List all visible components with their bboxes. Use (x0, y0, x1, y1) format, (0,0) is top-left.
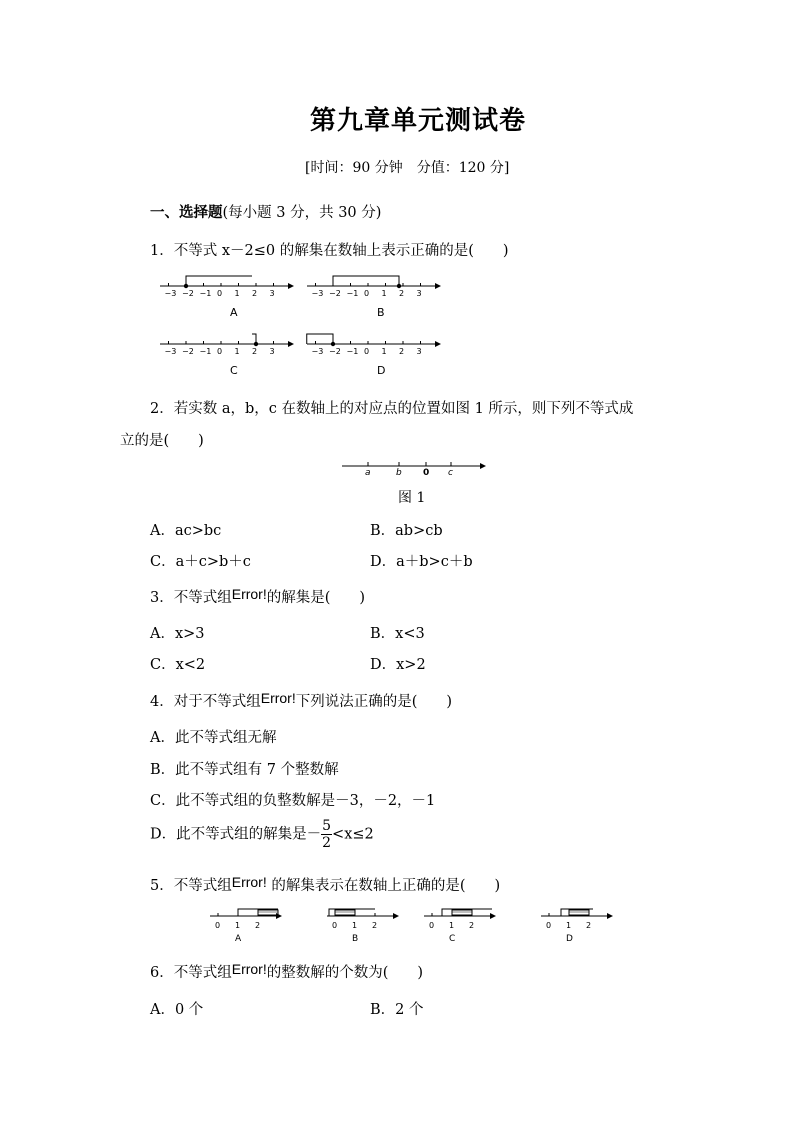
tick-label: −2 (182, 347, 194, 356)
page-title: 第九章单元测试卷 (310, 106, 527, 136)
tick-label: −2 (182, 289, 194, 298)
axis-arrow (276, 913, 282, 919)
question-4 (150, 690, 452, 711)
q5-suffix: 的解集表示在数轴上正确的是( ) (266, 878, 501, 894)
q3-option-b: B．x<3 (370, 626, 425, 642)
solution-bracket (307, 334, 333, 344)
tick-label: 0 (429, 921, 435, 930)
tick-label: 2 (252, 347, 258, 356)
q3-prefix: 3．不等式组 (150, 590, 232, 606)
axis-arrow (393, 913, 399, 919)
fig-label-b: b (396, 468, 402, 478)
tick-label: 1 (235, 921, 241, 930)
overlap-region (452, 910, 472, 915)
question-5 (150, 874, 500, 895)
fig-label-a: a (365, 468, 371, 478)
panel-label-b: B (352, 934, 359, 944)
q4-d-suffix: <x≤2 (332, 826, 374, 843)
overlap-region (569, 910, 589, 915)
tick-label: −1 (346, 347, 359, 356)
q4-d-denominator: 2 (322, 835, 332, 851)
q2-option-c: C．a＋c>b＋c (150, 554, 251, 570)
exam-info: [时间：90 分钟 分值：120 分] (305, 160, 510, 176)
q4-option-d (150, 818, 374, 851)
panel-label-d: D (566, 934, 573, 944)
tick-label: 1 (234, 347, 240, 356)
fig-label-c: c (448, 468, 453, 478)
tick-label: −3 (164, 347, 177, 356)
tick-label: 3 (269, 347, 275, 356)
q4-d-prefix: D．此不等式组的解集是－ (150, 826, 322, 843)
endpoint-dot (184, 284, 188, 288)
axis-arrow (288, 341, 294, 347)
panel-label-a: A (235, 934, 242, 944)
q3-error: Error! (231, 586, 267, 602)
tick-label: 0 (217, 347, 223, 356)
axis-arrow (435, 283, 441, 289)
tick-label: −1 (346, 289, 359, 298)
figure-1-caption: 图 1 (398, 490, 426, 506)
axis-arrow (607, 913, 613, 919)
tick-label: 1 (352, 921, 358, 930)
tick-label: 1 (449, 921, 455, 930)
question-3 (150, 586, 365, 607)
q3-option-c: C．x<2 (150, 657, 206, 673)
tick-label: 0 (364, 289, 370, 298)
tick-label: 3 (416, 347, 422, 356)
panel-label-d: D (377, 364, 386, 377)
tick-label: 2 (586, 921, 592, 930)
tick-label: 0 (332, 921, 338, 930)
panel-label-c: C (449, 934, 456, 944)
axis-arrow (490, 913, 496, 919)
fig-label-zero: 0 (423, 468, 430, 478)
endpoint-dot (397, 284, 401, 288)
q4-error: Error! (260, 690, 296, 706)
tick-label: 1 (234, 289, 240, 298)
tick-label: 2 (399, 289, 405, 298)
axis-arrow (288, 283, 294, 289)
figure-1-number-line (340, 456, 490, 480)
q3-suffix: 的解集是( ) (266, 590, 366, 606)
tick-label: 3 (416, 289, 422, 298)
panel-label-c: C (230, 364, 238, 377)
tick-label: 0 (215, 921, 221, 930)
q6-option-a: A．0 个 (150, 1002, 204, 1018)
q6-error: Error! (231, 961, 267, 977)
tick-label: −2 (329, 347, 341, 356)
q3-option-a: A．x>3 (150, 626, 205, 642)
tick-label: 1 (381, 289, 387, 298)
question-2-line2: 立的是( ) (120, 433, 204, 449)
tick-label: 2 (469, 921, 475, 930)
q5-number-lines (200, 904, 630, 948)
solution-bracket (186, 276, 252, 286)
tick-label: 3 (269, 289, 275, 298)
panel-label-b: B (377, 306, 385, 319)
axis-arrow (435, 341, 441, 347)
question-2-line1: 2．若实数 a，b，c 在数轴上的对应点的位置如图 1 所示，则下列不等式成 (150, 401, 634, 417)
q4-suffix: 下列说法正确的是( ) (295, 694, 453, 710)
q2-option-b: B．ab>cb (370, 523, 443, 539)
tick-label: 0 (364, 347, 370, 356)
tick-label: 1 (381, 347, 387, 356)
tick-label: −3 (164, 289, 177, 298)
q5-error: Error! (231, 874, 267, 890)
endpoint-dot (331, 342, 335, 346)
tick-label: 2 (255, 921, 261, 930)
section-note: (每小题 3 分，共 30 分) (222, 205, 382, 221)
overlap-region (258, 910, 278, 915)
tick-label: 0 (217, 289, 223, 298)
section-heading (150, 201, 381, 222)
tick-label: 0 (546, 921, 552, 930)
q4-option-a: A．此不等式组无解 (150, 730, 277, 746)
endpoint-dot (254, 342, 258, 346)
tick-label: 2 (399, 347, 405, 356)
q6-option-b: B．2 个 (370, 1002, 424, 1018)
q5-prefix: 5．不等式组 (150, 878, 232, 894)
solution-bracket (333, 276, 399, 286)
tick-label: 2 (252, 289, 258, 298)
q2-option-d: D．a＋b>c＋b (370, 554, 473, 570)
q6-suffix: 的整数解的个数为( ) (266, 965, 424, 981)
question-6 (150, 961, 423, 982)
tick-label: −1 (199, 347, 212, 356)
q2-option-a: A．ac>bc (150, 523, 222, 539)
panel-label-a: A (230, 306, 238, 319)
q4-option-b: B．此不等式组有 7 个整数解 (150, 762, 339, 778)
q4-d-numerator: 5 (322, 818, 332, 834)
tick-label: −3 (311, 289, 324, 298)
section-title: 一、选择题 (150, 204, 223, 221)
question-1: 1．不等式 x－2≤0 的解集在数轴上表示正确的是( ) (150, 243, 509, 259)
q4-d-fraction (321, 818, 332, 851)
q4-option-c: C．此不等式组的负整数解是－3，－2，－1 (150, 793, 436, 809)
q3-option-d: D．x>2 (370, 657, 426, 673)
q6-prefix: 6．不等式组 (150, 965, 232, 981)
q4-prefix: 4．对于不等式组 (150, 694, 261, 710)
tick-label: −2 (329, 289, 341, 298)
overlap-region (335, 910, 355, 915)
q1-number-lines (150, 268, 450, 380)
tick-label: 1 (566, 921, 572, 930)
tick-label: −3 (311, 347, 324, 356)
tick-label: −1 (199, 289, 212, 298)
tick-label: 2 (372, 921, 378, 930)
